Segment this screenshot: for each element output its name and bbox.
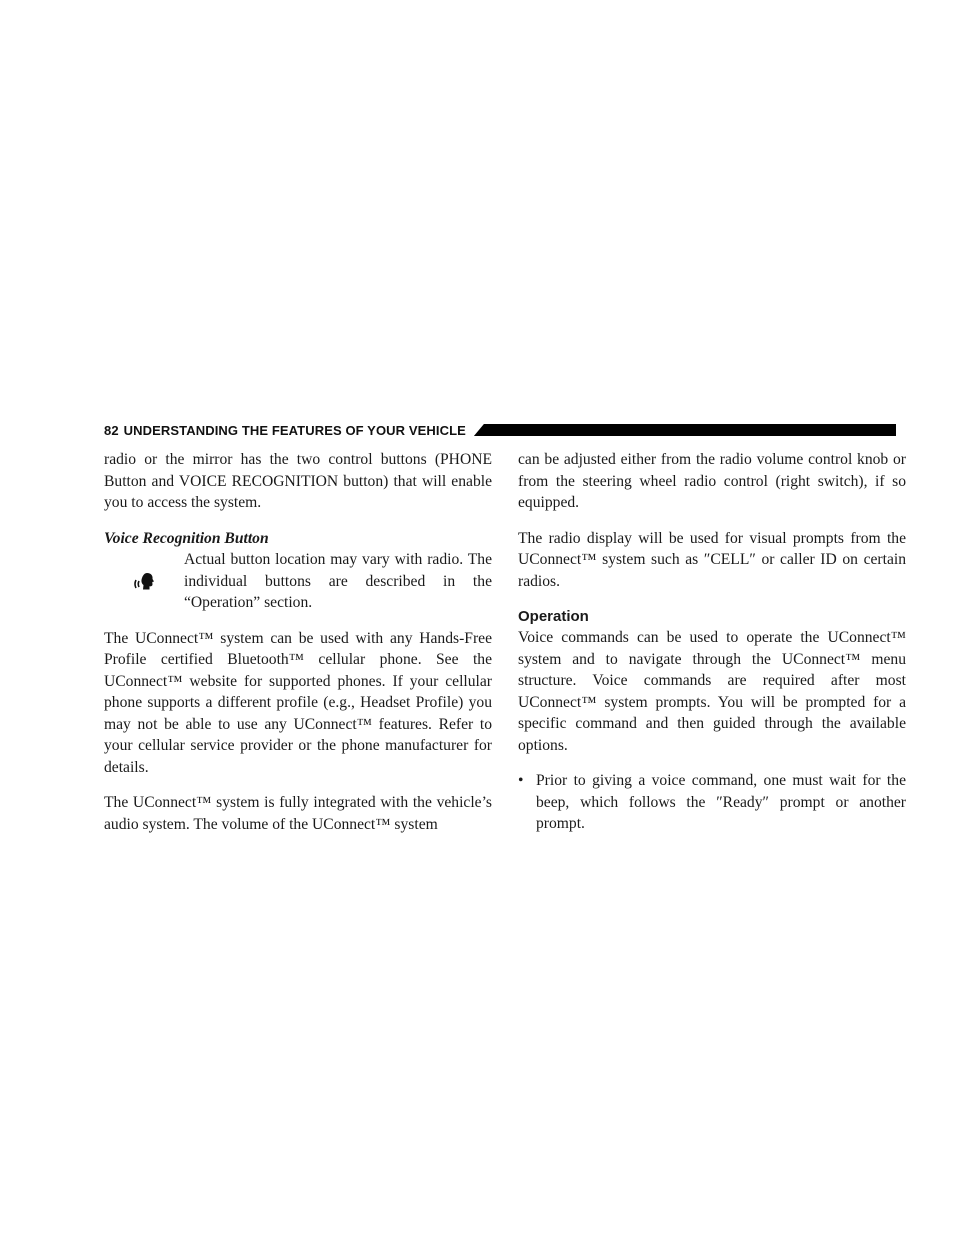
uconnect-compatibility-paragraph: The UConnect™ system can be used with any Hands-Free Profile certified Bluetooth™ cellular phone. See the UConnect™ website for supported phones. If your cellular phone supports a different profile (e.g., Headset Profile) you may not be able to use any UConnect™ features. Refer to your cellular service provider or the phone manufacturer for details.	[104, 629, 492, 776]
right-column	[518, 449, 906, 835]
intro-paragraph: radio or the mirror has the two control buttons (PHONE Button and VOICE RECOGNITION button) that will enable you to access the system.	[104, 451, 492, 511]
bullet-mark: •	[518, 772, 524, 789]
voice-recognition-subhead: Voice Recognition Button	[104, 529, 269, 547]
voice-recognition-icon	[133, 571, 155, 591]
header-page-number: 82	[104, 422, 119, 438]
volume-paragraph: can be adjusted either from the radio volume control knob or from the steering wheel radio control (right switch), if so equipped.	[518, 451, 906, 511]
radio-display-paragraph: The radio display will be used for visual prompts from the UConnect™ system such as ″CELL″ or caller ID on certain radios.	[518, 529, 906, 590]
left-column	[104, 449, 492, 849]
voice-recognition-description: Actual button location may vary with radio. The individual buttons are described in the “Operation” section.	[184, 551, 492, 611]
bullet-text: Prior to giving a voice command, one must wait for the beep, which follows the ″Ready″ prompt or another prompt.	[536, 772, 906, 832]
operation-paragraph: Voice commands can be used to operate the UConnect™ system and to navigate through the UConnect™ menu structure. Voice commands are required after most UConnect™ system prompts. You will be prompted for a specific command and then guided through the available options.	[518, 629, 906, 754]
operation-heading: Operation	[518, 608, 589, 625]
header-rule	[474, 424, 896, 436]
icon-slot	[104, 549, 184, 614]
uconnect-integration-paragraph: The UConnect™ system is fully integrated with the vehicle’s audio system. The volume of the UConnect™ system	[104, 794, 492, 833]
voice-recognition-block	[104, 549, 492, 614]
bullet-item	[518, 770, 906, 835]
header-title: UNDERSTANDING THE FEATURES OF YOUR VEHICLE	[123, 422, 466, 438]
page-header	[104, 421, 896, 439]
